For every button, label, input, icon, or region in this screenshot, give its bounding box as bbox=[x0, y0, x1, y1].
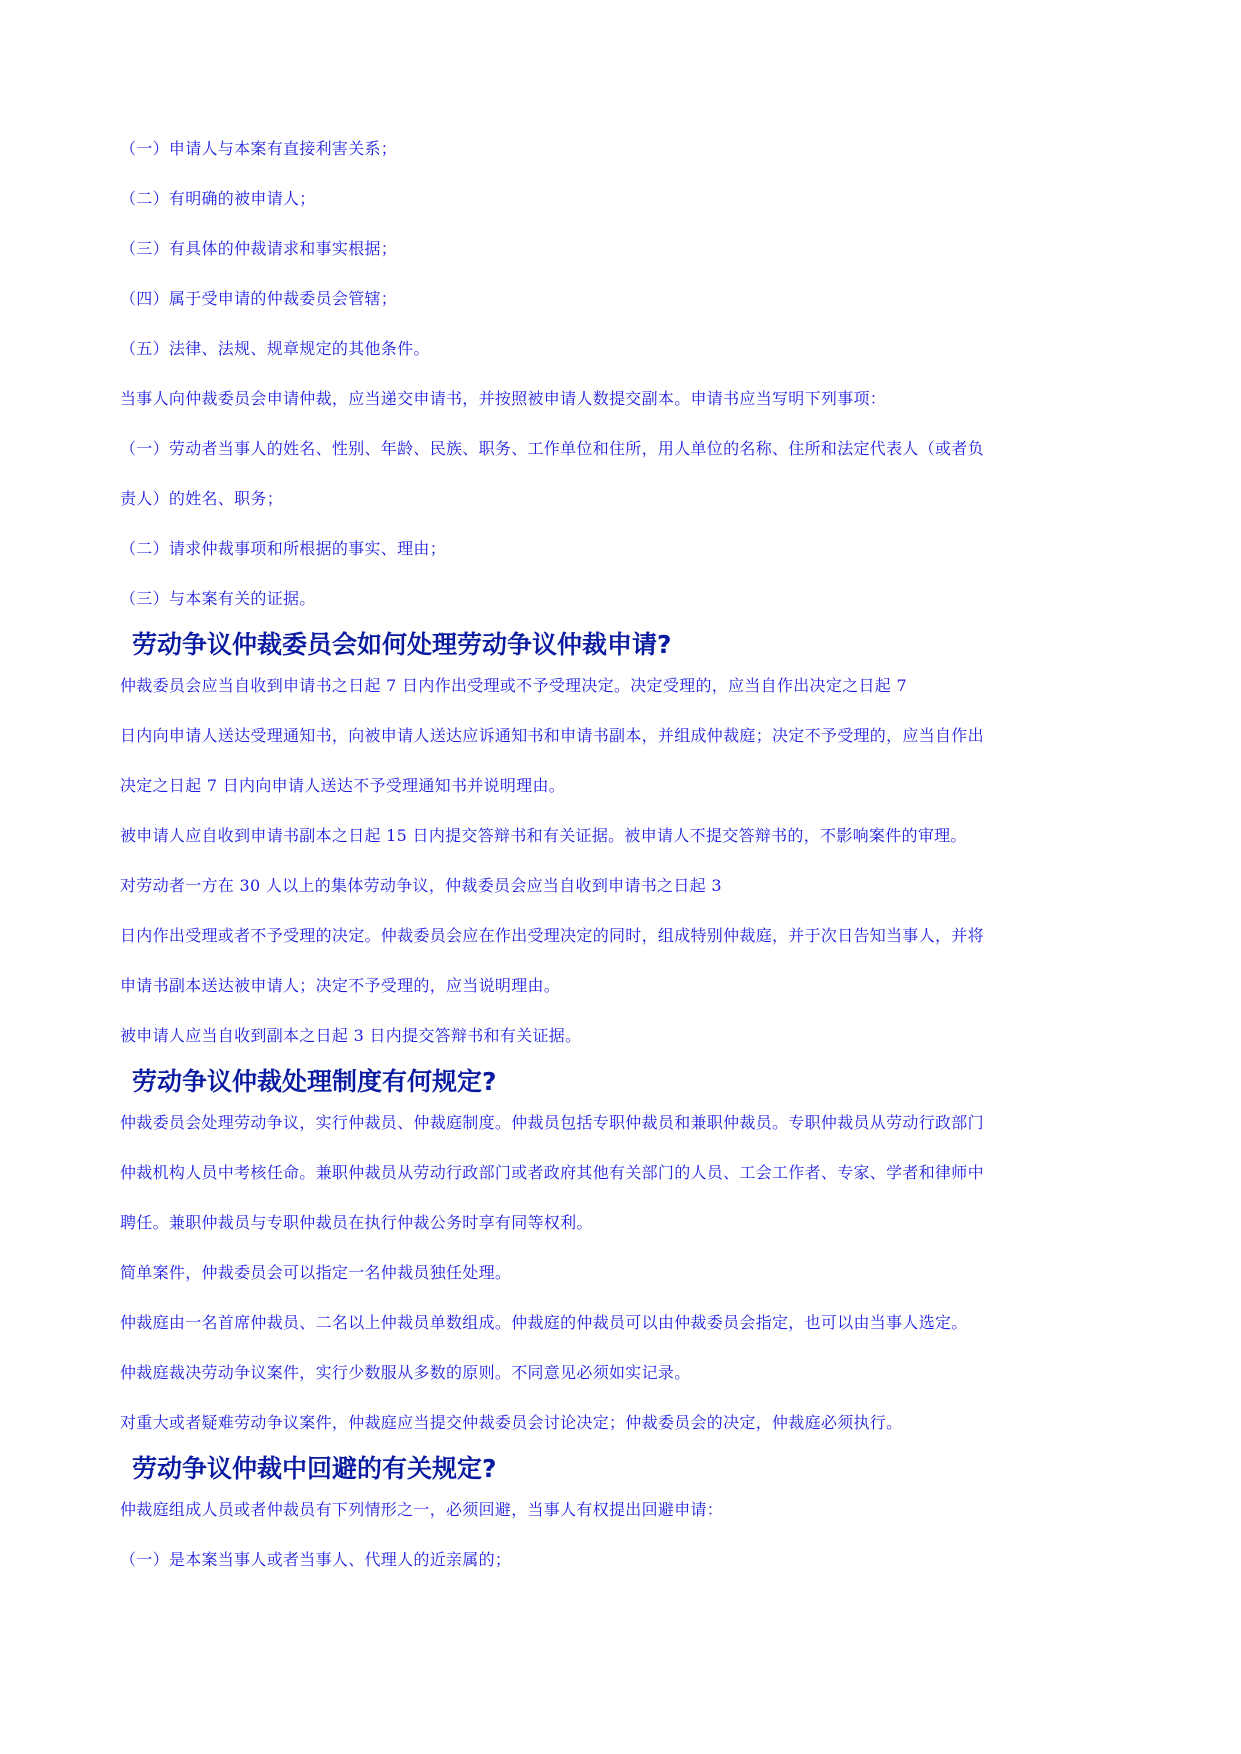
paragraph: 被申请人应自收到申请书副本之日起 15 日内提交答辩书和有关证据。被申请人不提交答辩书的，不影响案件的审理。 bbox=[120, 826, 967, 845]
paragraph: 当事人向仲裁委员会申请仲裁，应当递交申请书，并按照被申请人数提交副本。申请书应当写明下列事项： bbox=[120, 389, 887, 408]
paragraph: （三）与本案有关的证据。 bbox=[120, 589, 316, 608]
paragraph: 简单案件，仲裁委员会可以指定一名仲裁员独任处理。 bbox=[120, 1263, 512, 1282]
paragraph: 申请书副本送达被申请人；决定不予受理的，应当说明理由。 bbox=[120, 976, 561, 995]
paragraph: （一）申请人与本案有直接利害关系； bbox=[120, 139, 398, 158]
paragraph: （四）属于受申请的仲裁委员会管辖； bbox=[120, 289, 398, 308]
paragraph: 仲裁庭由一名首席仲裁员、二名以上仲裁员单数组成。仲裁庭的仲裁员可以由仲裁委员会指定，也可以由当事人选定。 bbox=[120, 1313, 968, 1332]
paragraph: （三）有具体的仲裁请求和事实根据； bbox=[120, 239, 398, 258]
paragraph: 日内向申请人送达受理通知书，向被申请人送达应诉通知书和申请书副本，并组成仲裁庭；决定不予受理的，应当自作出 bbox=[120, 726, 984, 745]
section-heading: 劳动争议仲裁委员会如何处理劳动争议仲裁申请? bbox=[132, 630, 672, 659]
paragraph: 责人）的姓名、职务； bbox=[120, 489, 284, 508]
paragraph: （二）请求仲裁事项和所根据的事实、理由； bbox=[120, 539, 447, 558]
paragraph: （一）是本案当事人或者当事人、代理人的近亲属的； bbox=[120, 1550, 512, 1569]
paragraph: 仲裁委员会应当自收到申请书之日起 7 日内作出受理或不予受理决定。决定受理的，应当自作出决定之日起 7 bbox=[120, 676, 907, 695]
paragraph: 聘任。兼职仲裁员与专职仲裁员在执行仲裁公务时享有同等权利。 bbox=[120, 1213, 593, 1232]
paragraph: 决定之日起 7 日内向申请人送达不予受理通知书并说明理由。 bbox=[120, 776, 566, 795]
paragraph: （一）劳动者当事人的姓名、性别、年龄、民族、职务、工作单位和住所，用人单位的名称、住所和法定代表人（或者负 bbox=[120, 439, 984, 458]
section-heading: 劳动争议仲裁处理制度有何规定? bbox=[132, 1067, 497, 1096]
paragraph: （五）法律、法规、规章规定的其他条件。 bbox=[120, 339, 430, 358]
paragraph: （二）有明确的被申请人； bbox=[120, 189, 316, 208]
paragraph: 对重大或者疑难劳动争议案件，仲裁庭应当提交仲裁委员会讨论决定；仲裁委员会的决定，仲裁庭必须执行。 bbox=[120, 1413, 903, 1432]
paragraph: 日内作出受理或者不予受理的决定。仲裁委员会应在作出受理决定的同时，组成特别仲裁庭，并于次日告知当事人，并将 bbox=[120, 926, 984, 945]
document-body bbox=[120, 137, 1120, 1598]
paragraph: 仲裁委员会处理劳动争议，实行仲裁员、仲裁庭制度。仲裁员包括专职仲裁员和兼职仲裁员。专职仲裁员从劳动行政部门 bbox=[120, 1113, 984, 1132]
paragraph: 仲裁机构人员中考核任命。兼职仲裁员从劳动行政部门或者政府其他有关部门的人员、工会工作者、专家、学者和律师中 bbox=[120, 1163, 984, 1182]
paragraph: 对劳动者一方在 30 人以上的集体劳动争议，仲裁委员会应当自收到申请书之日起 3 bbox=[120, 876, 722, 895]
section-heading: 劳动争议仲裁中回避的有关规定? bbox=[132, 1454, 497, 1483]
paragraph: 仲裁庭裁决劳动争议案件，实行少数服从多数的原则。不同意见必须如实记录。 bbox=[120, 1363, 691, 1382]
paragraph: 仲裁庭组成人员或者仲裁员有下列情形之一，必须回避，当事人有权提出回避申请： bbox=[120, 1500, 724, 1519]
paragraph: 被申请人应当自收到副本之日起 3 日内提交答辩书和有关证据。 bbox=[120, 1026, 582, 1045]
